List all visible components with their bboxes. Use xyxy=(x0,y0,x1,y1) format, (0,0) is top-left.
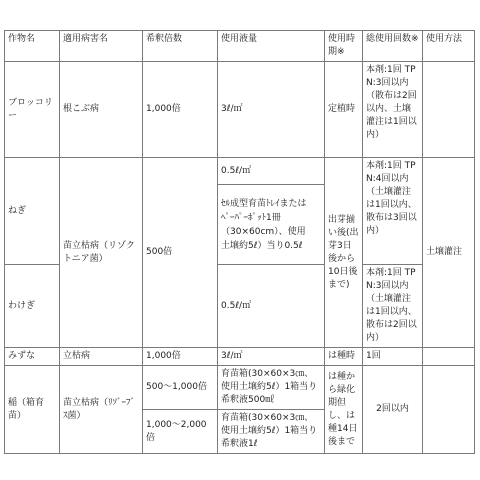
mizuna-method xyxy=(423,348,475,366)
shared-method: 土壌灌注 xyxy=(423,158,475,348)
mizuna-disease: 立枯病 xyxy=(60,348,143,366)
mizuna-crop: みずな xyxy=(5,348,60,366)
negi-volume-2 xyxy=(218,185,325,265)
negi-volume-2-line: （30×60cm）、使用 xyxy=(221,226,306,237)
row-rice-a xyxy=(5,366,475,410)
broccoli-method xyxy=(423,62,475,158)
row-negi-a xyxy=(5,158,475,185)
header-timing: 使用時期※ xyxy=(325,31,363,62)
negi-crop: ねぎ xyxy=(5,158,60,265)
negi-volume-2-line: 土壌約5ℓ）当り0.5ℓ xyxy=(221,240,303,251)
rice-disease: 苗立枯病（ﾘｿﾞｰﾌﾞｽ菌） xyxy=(60,366,143,454)
shared-dilution: 500倍 xyxy=(143,158,218,348)
negi-volume-2-line: ｾﾙ成型育苗ﾄﾚｲまたは xyxy=(221,198,307,209)
rice-dilution-1: 500～1,000倍 xyxy=(143,366,218,410)
row-broccoli xyxy=(5,62,475,158)
mizuna-count: 1回 xyxy=(363,348,423,366)
wakegi-crop: わけぎ xyxy=(5,265,60,348)
broccoli-volume: 3ℓ/㎡ xyxy=(218,62,325,158)
header-row xyxy=(5,31,475,62)
rice-dilution-2: 1,000～2,000倍 xyxy=(143,410,218,454)
broccoli-disease: 根こぶ病 xyxy=(60,62,143,158)
rice-timing: は種から緑化期但し、は種14日後まで xyxy=(325,366,363,454)
broccoli-timing: 定植時 xyxy=(325,62,363,158)
header-count: 総使用回数※ xyxy=(363,31,423,62)
mizuna-volume: 3ℓ/㎡ xyxy=(218,348,325,366)
row-mizuna xyxy=(5,348,475,366)
negi-volume-1: 0.5ℓ/㎡ xyxy=(218,158,325,185)
broccoli-dilution: 1,000倍 xyxy=(143,62,218,158)
application-table xyxy=(4,30,475,454)
wakegi-count: 本剤:1回 TPN:3回以内（土壌灌注は1回以内、散布は2回以内） xyxy=(363,265,423,348)
rice-volume-2: 育苗箱(30×60×3㎝、使用土壌約5ℓ）1箱当り希釈液1ℓ xyxy=(218,410,325,454)
wakegi-volume: 0.5ℓ/㎡ xyxy=(218,265,325,348)
negi-volume-2-line: ﾍﾟｰﾊﾟｰﾎﾟｯﾄ1冊 xyxy=(221,212,281,223)
header-dilution: 希釈倍数 xyxy=(143,31,218,62)
header-crop: 作物名 xyxy=(5,31,60,62)
rice-count: 2回以内 xyxy=(363,366,423,454)
mizuna-dilution: 1,000倍 xyxy=(143,348,218,366)
negi-count: 本剤:1回 TPN:4回以内（土壌灌注は1回以内、散布は3回以内） xyxy=(363,158,423,265)
rice-volume-1: 育苗箱(30×60×3㎝、使用土壌約5ℓ）1箱当り希釈液500㎖ xyxy=(218,366,325,410)
broccoli-crop: ブロッコリー xyxy=(5,62,60,158)
mizuna-timing: は種時 xyxy=(325,348,363,366)
header-method: 使用方法 xyxy=(423,31,475,62)
shared-disease: 苗立枯病（リゾクトニア菌） xyxy=(60,158,143,348)
rice-method xyxy=(423,366,475,454)
header-volume: 使用液量 xyxy=(218,31,325,62)
broccoli-count: 本剤:1回 TPN:3回以内（散布は2回以内、土壌灌注は1回以内） xyxy=(363,62,423,158)
rice-crop: 稲（箱育苗） xyxy=(5,366,60,454)
header-disease: 適用病害名 xyxy=(60,31,143,62)
shared-timing: 出芽揃い後(出芽3日後から10日後まで) xyxy=(325,158,363,348)
